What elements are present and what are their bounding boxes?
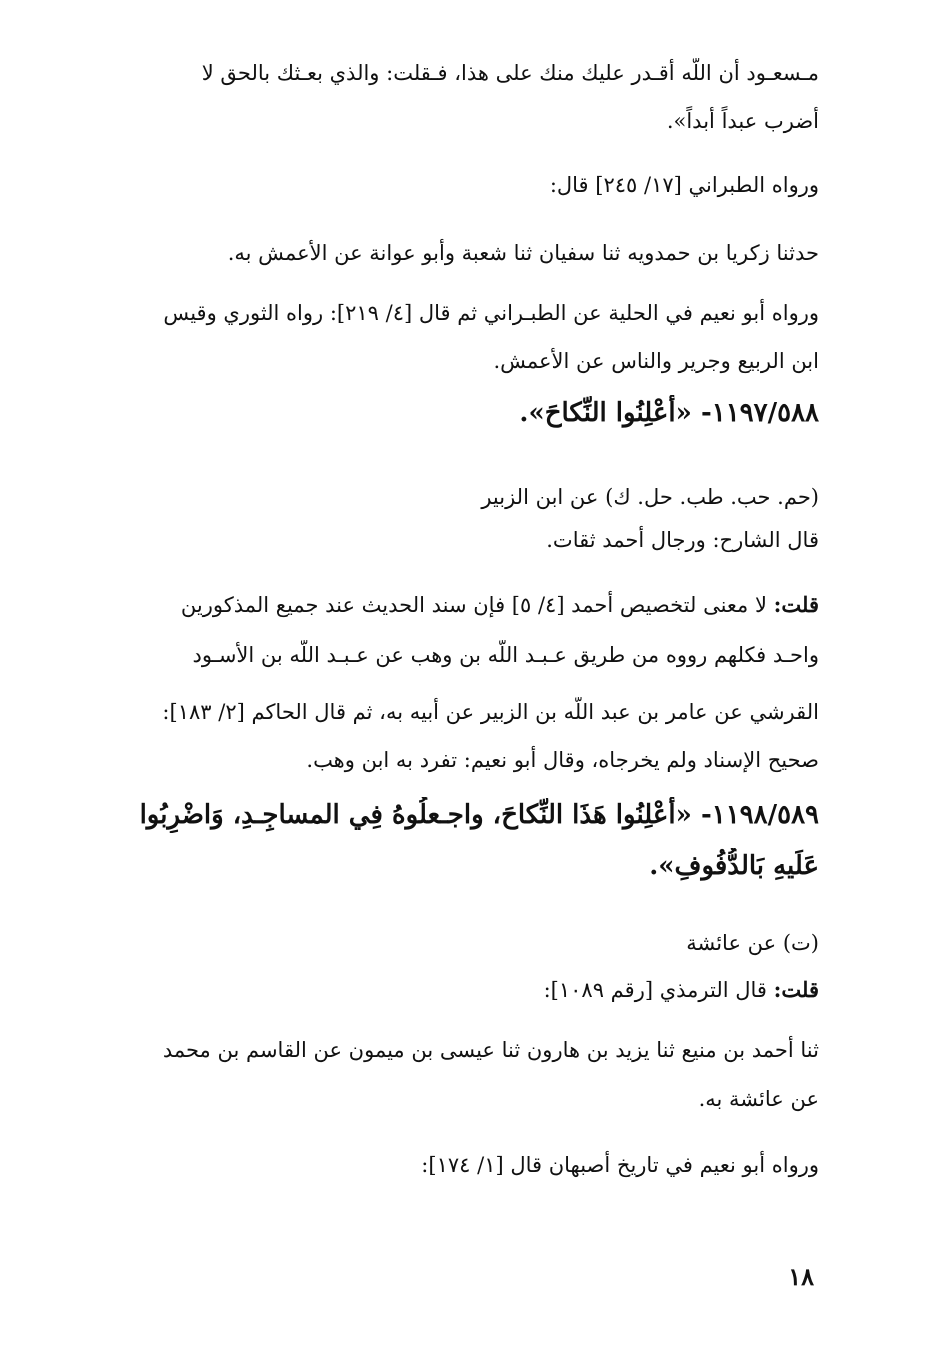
text-line: واحـد فكلهم رووه من طريق عـبـد اللَّه بن وهب عن عـبـد اللَّه بن الأسـود (192, 643, 819, 667)
text-line: ثنا أحمد بن منيع ثنا يزيد بن هارون ثنا عيسى بن ميمون عن القاسم بن محمد (162, 1038, 819, 1062)
hadith-source: (حم. حب. طب. حل. ك) عن ابن الزبير (481, 485, 819, 509)
text-line: مـسعـود أن اللَّه أقـدر عليك منك على هذا، فـقلت: والذي بعـثك بالحق لا (201, 61, 819, 85)
text-span: لا معنى لتخصيص أحمد [٤/ ٥] فإن سند الحديث عند جميع المذكورين (180, 593, 774, 617)
hadith-heading: ١١٩٧/٥٨٨- «أعْلِنُوا النِّكاحَ». (519, 398, 819, 428)
text-line: صحيح الإسناد ولم يخرجاه، وقال أبو نعيم: تفرد به ابن وهب. (306, 748, 819, 772)
text-line: قال الشارح: ورجال أحمد ثقات. (546, 528, 819, 552)
text-line: ورواه الطبراني [١٧/ ٢٤٥] قال: (549, 173, 819, 197)
text-line: عن عائشة به. (698, 1087, 819, 1111)
page-number: ١٨ (788, 1262, 814, 1291)
text-line (100, 975, 819, 1005)
text-line: ورواه أبو نعيم في تاريخ أصبهان قال [١/ ١٧٤]: (421, 1153, 819, 1177)
text-line: أضرب عبداً أبداً». (666, 109, 819, 133)
hadith-heading: ١١٩٨/٥٨٩- «أعْلِنُوا هَذَا النِّكاحَ، واجـعلُوهُ فِي المساجِـدِ، وَاضْرِبُوا (139, 800, 819, 830)
qultu-keyword: قلت: (773, 977, 819, 1002)
text-span: قال الترمذي [رقم ١٠٨٩]: (543, 978, 774, 1002)
hadith-source: (ت) عن عائشة (686, 931, 819, 955)
text-line: ورواه أبو نعيم في الحلية عن الطبـراني ثم قال [٤/ ٢١٩]: رواه الثوري وقيس (163, 301, 819, 325)
text-line: ابن الربيع وجرير والناس عن الأعمش. (493, 349, 819, 373)
qultu-keyword: قلت: (773, 592, 819, 617)
hadith-heading-cont: عَلَيهِ بَالدُّفُوفِ». (649, 851, 819, 881)
text-line: القرشي عن عامر بن عبد اللَّه بن الزبير عن أبيه به، ثم قال الحاكم [٢/ ١٨٣]: (162, 700, 819, 724)
text-line (100, 590, 819, 620)
text-line: حدثنا زكريا بن حمدويه ثنا سفيان ثنا شعبة وأبو عوانة عن الأعمش به. (227, 241, 819, 265)
